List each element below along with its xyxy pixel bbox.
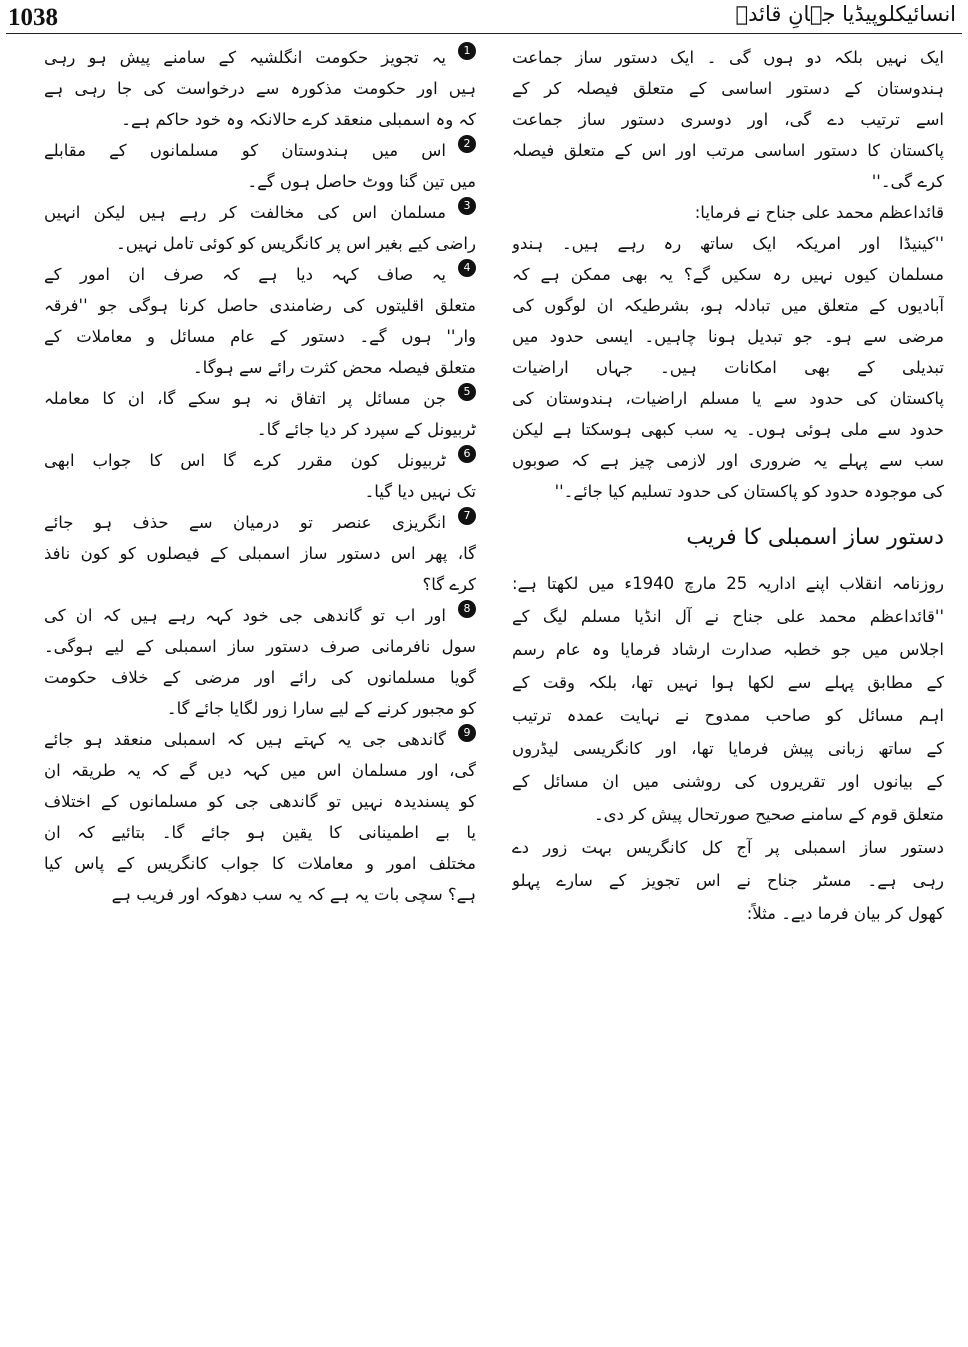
- text-line: اہم مسائل کو صاحب ممدوح نے نہایت عمدہ ترتیب: [512, 706, 944, 725]
- list-item: [44, 197, 476, 259]
- line-text: گویا مسلمانوں کی رائے اور مرضی کے خلاف حکومت: [44, 668, 476, 687]
- list-item: [44, 600, 476, 724]
- text-line: متعلق قوم کے سامنے صحیح صورتحال پیش کر دی۔: [594, 805, 944, 824]
- text-line: [44, 445, 476, 476]
- line-text: کو مجبور کرنے کے لیے سارا زور لگایا جائے گا۔: [166, 699, 476, 718]
- number-marker-icon: 6: [458, 445, 476, 463]
- text-line: [44, 228, 476, 259]
- text-line: رہی ہے۔ مسٹر جناح نے اس تجویز کے سارے پہلو: [512, 871, 944, 890]
- line-text: گاندھی جی یہ کہتے ہیں کہ اسمبلی منعقد ہو جائے: [44, 730, 446, 749]
- text-line: [44, 507, 476, 538]
- line-text: اور اب تو گاندھی جی خود کہہ رہے ہیں کہ ان کی: [44, 606, 446, 625]
- text-line: پاکستان کی حدود سے یا مسلم اراضیات، ہندوستان کی: [512, 389, 944, 408]
- text-line: قائداعظم محمد علی جناح نے فرمایا:: [694, 203, 944, 222]
- line-text: متعلق اقلیتوں کی رضامندی حاصل کرنا ہوگی جو ''فرقہ: [44, 296, 476, 315]
- text-line: [44, 693, 476, 724]
- text-line: [44, 879, 476, 910]
- list-item: [44, 724, 476, 910]
- text-line: [44, 476, 476, 507]
- text-line: تبدیلی کے بھی امکانات ہیں۔ جہاں اراضیات: [512, 358, 944, 377]
- line-text: میں تین گنا ووٹ حاصل ہوں گے۔: [247, 172, 476, 191]
- text-line: [44, 755, 476, 786]
- list-item: [44, 135, 476, 197]
- number-marker-icon: 9: [458, 724, 476, 742]
- line-text: گی، اور مسلمان اس میں کہہ دیں گے کہ یہ طریقہ ان: [44, 761, 476, 780]
- text-line: ''کینیڈا اور امریکہ ایک ساتھ رہ رہے ہیں۔ ہندو: [512, 234, 944, 253]
- text-line: ہندوستان کے دستور اساسی کے متعلق فیصلہ کر کے: [512, 79, 944, 98]
- line-text: سول نافرمانی صرف دستور ساز اسمبلی کے لیے ہوگی۔: [44, 637, 476, 656]
- number-marker-icon: 2: [458, 135, 476, 153]
- line-text: یہ تجویز حکومت انگلشیہ کے سامنے پیش ہو رہی: [44, 48, 446, 67]
- line-text: تک نہیں دیا گیا۔: [364, 482, 476, 501]
- text-line: مسلمان کیوں نہیں رہ سکیں گے؟ یہ بھی ممکن ہے کہ: [512, 265, 944, 284]
- text-line: [44, 414, 476, 445]
- line-text: جن مسائل پر اتفاق نہ ہو سکے گا، ان کا معاملہ: [44, 389, 446, 408]
- list-item: [44, 259, 476, 383]
- line-text: گا، پھر اس دستور ساز اسمبلی کے فیصلوں کو کون نافذ: [44, 544, 476, 563]
- list-item: [44, 445, 476, 507]
- text-line: روزنامہ انقلاب اپنے اداریہ 25 مارچ 1940ء میں لکھتا ہے:: [512, 574, 944, 593]
- text-line: [44, 600, 476, 631]
- line-text: ہے؟ سچی بات یہ ہے کہ یہ سب دھوکہ اور فریب ہے: [111, 885, 476, 904]
- text-line: کرے گی۔'': [871, 172, 944, 191]
- line-text: یا بے اطمینانی کا یقین ہو جائے گا۔ بتائیے کہ ان: [44, 823, 476, 842]
- text-line: مرضی سے ہو۔ جو تبدیل ہونا چاہیں۔ ایسی حدود میں: [512, 327, 944, 346]
- text-line: پاکستان کا دستور اساسی مرتب اور اس کے متعلق فیصلہ: [512, 141, 944, 160]
- line-text: متعلق فیصلہ محض کثرت رائے سے ہوگا۔: [193, 358, 476, 377]
- text-line: [44, 786, 476, 817]
- text-line: [44, 352, 476, 383]
- running-title: انسائیکلوپیڈیا جہانِ قائدؒ: [735, 2, 956, 26]
- text-line: سب سے پہلے یہ ضروری اور لازمی چیز ہے کہ صوبوں: [512, 451, 944, 470]
- left-column: [44, 42, 476, 910]
- text-line: کی موجودہ حدود کو پاکستان کی حدود تسلیم کیا جائے۔'': [554, 482, 944, 501]
- number-marker-icon: 1: [458, 42, 476, 60]
- text-line: اسے ترتیب دے گی، اور دوسری دستور ساز جماعت: [512, 110, 944, 129]
- text-line: [44, 321, 476, 352]
- list-item: [44, 507, 476, 600]
- text-line: [44, 73, 476, 104]
- text-line: [44, 724, 476, 755]
- text-line: [44, 166, 476, 197]
- line-text: کو پسندیدہ نہیں تو گاندھی جی کو مسلمانوں کے اختلاف: [44, 792, 476, 811]
- list-item: [44, 383, 476, 445]
- number-marker-icon: 3: [458, 197, 476, 215]
- text-line: ایک نہیں بلکہ دو ہوں گی ۔ ایک دستور ساز جماعت: [512, 48, 944, 67]
- text-line: [44, 569, 476, 600]
- right-column: [512, 42, 944, 930]
- line-text: مختلف امور و معاملات کا جواب کانگریس کے پاس کیا: [44, 854, 476, 873]
- text-line: کے مطابق پہلے سے لکھا ہوا نہیں تھا، بلکہ وقت کے: [512, 673, 944, 692]
- text-line: ''قائداعظم محمد علی جناح نے آل انڈیا مسلم لیگ کے: [512, 607, 944, 626]
- line-text: راضی کیے بغیر اس پر کانگریس کو کوئی تامل نہیں۔: [116, 234, 476, 253]
- text-line: [44, 848, 476, 879]
- line-text: کہ وہ اسمبلی منعقد کرے حالانکہ وہ خود حاکم ہے۔: [121, 110, 476, 129]
- line-text: ہیں اور حکومت مذکورہ سے درخواست کی جا رہی ہے: [44, 79, 476, 98]
- text-line: [44, 259, 476, 290]
- text-line: [44, 383, 476, 414]
- number-marker-icon: 5: [458, 383, 476, 401]
- text-line: کے بیانوں اور تقریروں کی روشنی میں ان مسائل کے: [512, 772, 944, 791]
- text-line: [44, 197, 476, 228]
- text-line: [44, 817, 476, 848]
- text-line: [44, 631, 476, 662]
- text-line: کے ساتھ زبانی پیش فرمایا تھا، اور کانگریسی لیڈروں: [512, 739, 944, 758]
- line-text: ٹربیونل کون مقرر کرے گا اس کا جواب ابھی: [44, 451, 446, 470]
- line-text: کرے گا؟: [422, 575, 476, 594]
- text-line: حدود سے ملی ہوئی ہوں۔ یہ سب کبھی ہوسکتا ہے لیکن: [512, 420, 944, 439]
- line-text: انگریزی عنصر تو درمیان سے حذف ہو جائے: [44, 513, 446, 532]
- section-heading: دستور ساز اسمبلی کا فریب: [686, 525, 944, 550]
- text-line: دستور ساز اسمبلی پر آج کل کانگریس بہت زور دے: [512, 838, 944, 857]
- text-line: [44, 104, 476, 135]
- text-line: [44, 290, 476, 321]
- text-line: [44, 135, 476, 166]
- text-line: [44, 662, 476, 693]
- line-text: اس میں ہندوستان کو مسلمانوں کے مقابلے: [44, 141, 446, 160]
- text-line: آبادیوں کے متعلق میں تبادلہ ہو، بشرطیکہ ان لوگوں کی: [512, 296, 944, 315]
- text-line: [44, 538, 476, 569]
- header-rule: [6, 33, 962, 34]
- text-line: کھول کر بیان فرما دیے۔ مثلاً:: [746, 904, 944, 923]
- list-item: [44, 42, 476, 135]
- page-number: 1038: [8, 4, 58, 31]
- line-text: مسلمان اس کی مخالفت کر رہے ہیں لیکن انہیں: [44, 203, 446, 222]
- number-marker-icon: 4: [458, 259, 476, 277]
- text-line: اجلاس میں جو خطبہ صدارت ارشاد فرمایا وہ عام رسم: [512, 640, 944, 659]
- number-marker-icon: 8: [458, 600, 476, 618]
- text-line: [44, 42, 476, 73]
- line-text: یہ صاف کہہ دیا ہے کہ صرف ان امور کے: [44, 265, 446, 284]
- line-text: وار'' ہوں گے۔ دستور کے عام مسائل و معاملات کے: [44, 327, 476, 346]
- number-marker-icon: 7: [458, 507, 476, 525]
- line-text: ٹربیونل کے سپرد کر دیا جائے گا۔: [256, 420, 476, 439]
